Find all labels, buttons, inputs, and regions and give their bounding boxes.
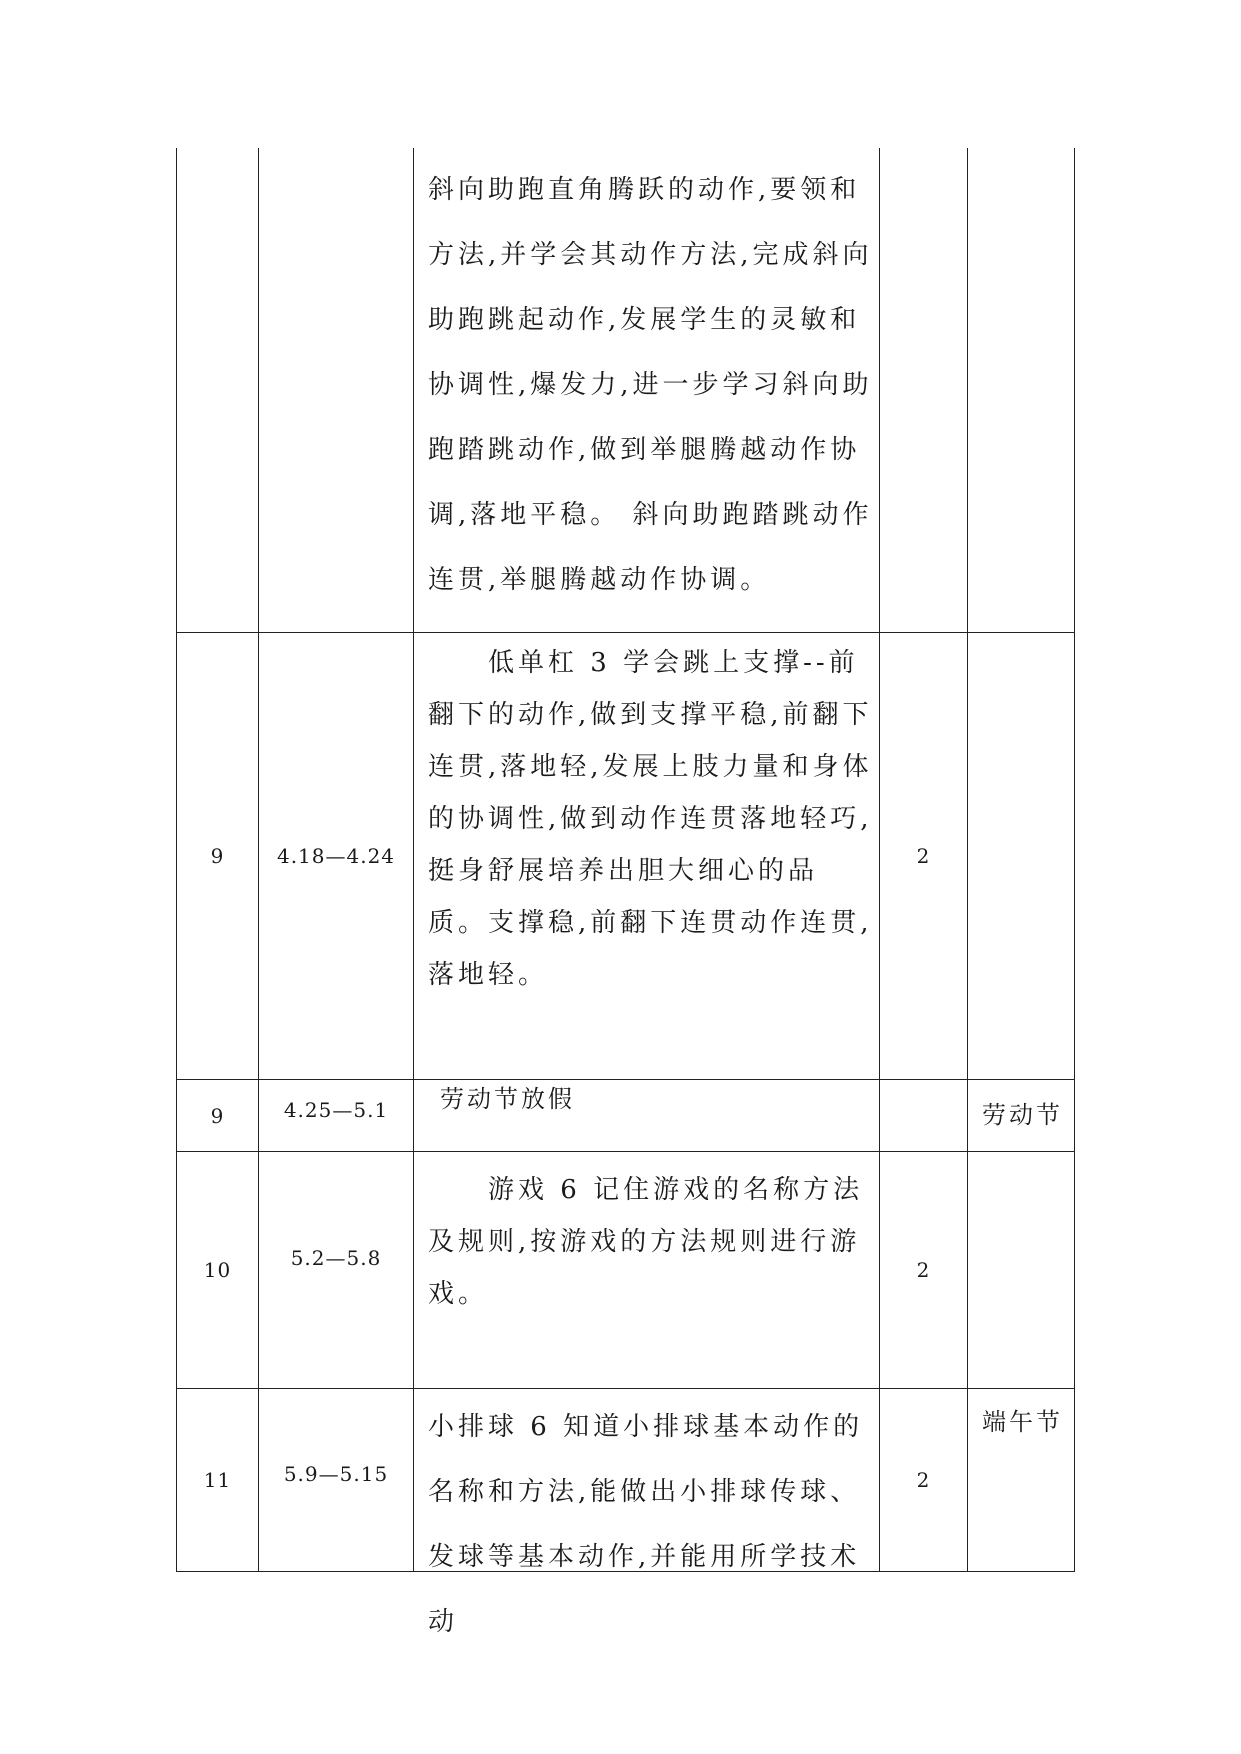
row-4-dates: 5.2—5.8 (290, 1246, 382, 1270)
row-2-content: 低单杠 3 学会跳上支撑--前翻下的动作,做到支撑平稳,前翻下连贯,落地轻,发展上肢力量和身体的协调性,做到动作连贯落地轻巧,挺身舒展培养出胆大细心的品质。支撑稳,前翻下连贯动作连贯,落地轻。 (428, 648, 873, 990)
row-2-hours: 2 (916, 844, 931, 868)
column-divider-hours (967, 148, 968, 1572)
row-3-content: 劳动节放假 (440, 1085, 575, 1113)
row-4-content: 游戏 6 记住游戏的名称方法及规则,按游戏的方法规则进行游戏。 (428, 1175, 864, 1309)
row-3-note: 劳动节 (982, 1101, 1063, 1129)
row-4-hours: 2 (916, 1258, 931, 1282)
table-border-right (1074, 148, 1075, 1572)
row-4-week: 10 (203, 1258, 232, 1282)
row-3-week: 9 (210, 1103, 225, 1128)
row-5-hours: 2 (916, 1468, 931, 1492)
row-5-week: 11 (203, 1468, 232, 1492)
row-5-dates: 5.9—5.15 (283, 1462, 389, 1486)
row-1-content: 斜向助跑直角腾跃的动作,要领和方法,并学会其动作方法,完成斜向助跑跳起动作,发展学生的灵敏和协调性,爆发力,进一步学习斜向助跑踏跳动作,做到举腿腾越动作协调,落地平稳。 斜向助跑踏跳动作连贯,举腿腾越动作协调。 (428, 175, 873, 595)
row-3-dates: 4.25—5.1 (283, 1098, 389, 1122)
row-2-week: 9 (210, 844, 225, 868)
row-5-note: 端午节 (982, 1408, 1063, 1436)
row-5-content: 小排球 6 知道小排球基本动作的名称和方法,能做出小排球传球、发球等基本动作,并能用所学技术动 (428, 1412, 864, 1637)
row-2-dates: 4.18—4.24 (276, 844, 396, 868)
column-divider-dates (413, 148, 414, 1572)
